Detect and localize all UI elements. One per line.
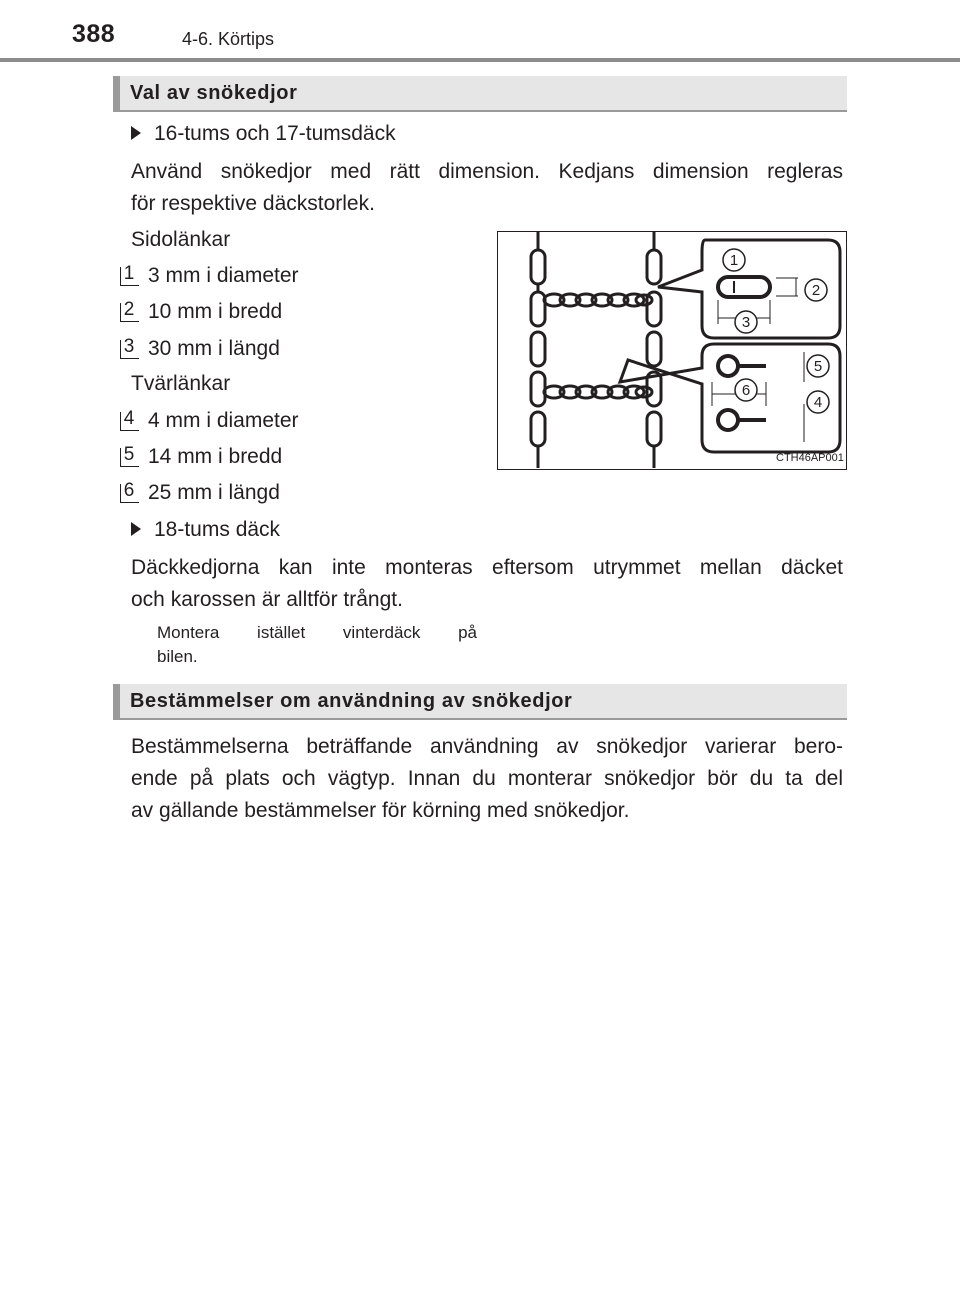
callout-5-label: 5 (813, 358, 823, 375)
triangle-bullet-icon (131, 522, 141, 536)
cross-link-hook-bottom (718, 410, 738, 430)
callout-number: 3 (120, 340, 139, 359)
callout-2-label: 2 (811, 282, 821, 299)
list-item: 4 4 mm i diameter (120, 409, 299, 433)
side-links-label: Sidolänkar (131, 228, 231, 251)
note-paragraph: Däckkedjorna kan inte monteras eftersom utrymmet mellan däcket och karossen är alltför trångt. (131, 556, 843, 611)
bullet-tire-size-18: 18-tums däck (131, 518, 280, 542)
small-note: Montera istället vinterdäck på bilen. (157, 623, 477, 666)
section-title: 4-6. Körtips (182, 29, 275, 49)
list-item: 2 10 mm i bredd (120, 300, 282, 324)
upper-cross-chain (544, 294, 652, 306)
callout-number: 1 (120, 267, 139, 286)
callout-number: 6 (120, 484, 139, 503)
list-item: 1 3 mm i diameter (120, 264, 299, 288)
side-link-detail (718, 277, 770, 297)
intro-paragraph: Använd snökedjor med rätt dimension. Kedjans dimension regleras för respektive däckstorlek. (131, 160, 843, 215)
section-heading-regulations (113, 684, 847, 720)
page-number: 388 (72, 20, 116, 48)
regulations-paragraph: Bestämmelserna beträffande användning av snökedjor varierar bero- ende på plats och vägtyp. Innan du monterar snökedjor bör du ta del av gällande bestämmelser för körning med snökedjor. (131, 735, 843, 822)
section-heading-snow-chains (113, 76, 847, 112)
list-item: 3 30 mm i längd (120, 337, 280, 361)
section-heading-text: Val av snökedjor (130, 82, 298, 104)
header-divider (0, 58, 960, 62)
callout-1-label: 1 (729, 252, 739, 269)
list-item: 5 14 mm i bredd (120, 445, 282, 469)
lower-cross-chain (544, 386, 652, 398)
cross-links-label: Tvärlänkar (131, 372, 231, 395)
callout-number: 4 (120, 412, 139, 431)
callout-number: 2 (120, 303, 139, 322)
callout-3-label: 3 (741, 314, 751, 331)
snow-chain-figure (497, 231, 847, 470)
snow-chain-illustration (498, 232, 845, 468)
callout-number: 5 (120, 448, 139, 467)
bullet-tire-size-16-17: 16-tums och 17-tumsdäck (131, 122, 396, 146)
section-heading-text: Bestämmelser om användning av snökedjor (130, 690, 573, 712)
cross-link-hook-top (718, 356, 738, 376)
callout-6-label: 6 (741, 382, 751, 399)
left-vertical-chain (531, 232, 545, 468)
triangle-bullet-icon (131, 126, 141, 140)
right-vertical-chain (647, 232, 661, 468)
list-item: 6 25 mm i längd (120, 481, 280, 505)
callout-4-label: 4 (813, 394, 823, 411)
figure-code: CTH46AP001 (776, 452, 844, 464)
